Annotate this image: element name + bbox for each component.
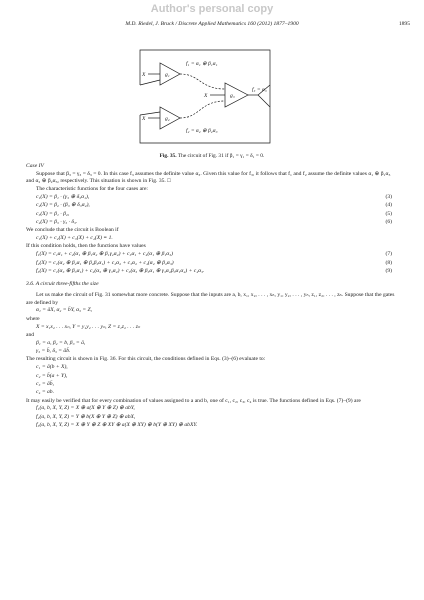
journal-reference: M.D. Riedel, J. Bruck / Discrete Applied Mathematics 160 (2012) 1877–1900 [125,21,299,27]
equation-number: (7) [385,251,392,258]
section-paragraph: Let us make the circuit of Fig. 31 somewhat more concrete. Suppose that the inputs are a, b, x₁, x₂, . . . , xₙ, y₁, y₂, . . . , yₙ, z₁, z₂, . . . , zₙ. Suppose that the gates are defined by [26,292,395,306]
equation: c₁ = ā(b + X), [36,364,68,371]
equation-row [26,260,396,268]
x1-label: X [142,72,146,78]
caption-text: The circuit of Fig. 31 if β₁ = γ₁ = δ₁ = 0. [177,153,265,159]
f1-label: f₁ = α₁ ⊕ β₁α₁ [186,61,218,67]
equation-row [26,422,396,430]
equation-number: (8) [385,259,392,266]
gate-1-label: g₁ [165,72,170,78]
equation: f₂(X) = c₁(α₂ ⊕ β₂α₁ ⊕ β₂β₃α₁) + c₂α₂ + c₃α₂ + c₄(α₂ ⊕ β₂α₃) [36,259,174,266]
equation: c₂(X) = β₂ · (β₃ ⊕ δ₃α₂), [36,202,90,209]
equation-number: (6) [385,218,392,225]
verify-paragraph: It may easily be verified that for every combination of values assigned to a and b, one of c₁, c₂, c₃, c₄ is true. The functions defined in Eqs. (7)–(9) are [26,397,361,404]
x2-label: X [142,116,146,122]
equation-row [26,381,396,389]
resulting-paragraph: The resulting circuit is shown in Fig. 36. For this circuit, the conditions defined in Eqs. (3)–(6) evaluate to: [26,356,266,363]
equation: β₁ = a, β₂ = b, β₃ = ā, [36,339,86,346]
equation: c₄(X) = β₃ · γ₃ · δ₃. [36,218,78,225]
gate-1 [160,63,180,85]
and-label: and [26,331,35,338]
equation-number: (9) [385,267,392,274]
equation: f₁(a, b, X, Y, Z) = X ⊕ a(X ⊕ Y ⊕ Z) ⊕ abY, [36,405,135,412]
f3-label: f₃ = α₃ [252,87,267,93]
equation-number: (3) [385,193,392,200]
where-label: where [26,315,40,322]
equation-row [26,405,396,413]
equation: c₁(X) = β₁ · (γ₃ ⊕ δ₃α₁), [36,193,90,200]
feedback-wire [140,50,270,85]
equation: c₄ = ab. [36,389,54,396]
equation-row [26,389,396,397]
equation: f₃(a, b, X, Y, Z) = X ⊕ Y ⊕ Z ⊕ XY ⊕ a(X ⊕ XY) ⊕ b(Y ⊕ XY) ⊕ abXY. [36,422,198,429]
equation: c₃(X) = β₁ · β₂, [36,210,70,217]
gate-2-label: g₂ [165,116,170,122]
equation-row [26,414,396,422]
equation-row [26,202,396,210]
equation-row [26,268,396,276]
equation-row [26,307,396,315]
x3-label: X [204,93,208,99]
equation: c₃ = āb̄, [36,380,54,387]
equation-number: (5) [385,210,392,217]
equation-row [26,251,396,259]
equation: f₁(X) = c₁α₁ + c₂(α₁ ⊕ β₁α₂ ⊕ β₁γ₂α₂) + c₃α₁ + c₄(α₁ ⊕ β₁α₃) [36,251,174,258]
values-intro: If this condition holds, then the functions have values [26,243,146,250]
case-iv-paragraph: Suppose that β₃ = γ₃ = δ₃ = 0. In this case f₃ assumes the definite value α₃. Given this value for f₃, it follows that f₁ and f₂ assume the definite values α₁ ⊕ β₁α₃ and α₂ ⊕ β₂α₃, respectively. This situation is shown in Fig. 35. □ [26,170,391,185]
watermark: Author's personal copy [150,3,274,15]
equation-row [26,211,396,219]
equation: γ₃ = b̄, δ₃ = āb̄. [36,348,71,355]
equation: c₂ = b̄(a + Y), [36,372,68,379]
equation-number: (4) [385,202,392,209]
equation: α₁ = āX, α₂ = b̄Y, α₃ = Z, [36,307,93,314]
equation-row [26,324,396,332]
caption-label: Fig. 35. [159,153,177,159]
case-iv-title: Case IV [26,163,44,169]
gate-2 [160,107,180,129]
figure-caption [0,153,424,159]
f2-label: f₂ = α₂ ⊕ β₂α₃ [186,128,218,134]
equation: f₃(X) = c₁(α₃ ⊕ β₃α₁) + c₂(α₃ ⊕ γ₃α₂) + c₃(α₃ ⊕ β₃α₁ ⊕ γ₃α₂β₃α₁α₂) + c₄α₃. [36,267,205,274]
section-heading: 3.6. A circuit three-fifths the size [26,281,99,288]
equation-row [26,340,396,348]
equation: c₁(X) + c₂(X) + c₃(X) + c₄(X) ≡ 1. [36,235,113,242]
equation-row [26,364,396,372]
page-number: 1895 [398,21,410,27]
characteristic-intro: The characteristic functions for the four cases are: [36,186,148,193]
equation-row [26,373,396,381]
equation-row [26,219,396,227]
gate-3 [225,83,248,107]
equation-row [26,348,396,356]
boolean-intro: We conclude that the circuit is Boolean if [26,227,119,234]
gate-3-label: g₃ [230,93,235,99]
body-text [26,163,396,431]
equation-row [26,235,396,243]
equation: X = x₁x₂ . . . xₙ, Y = y₁y₂ . . . yₙ, Z = z₁z₂ . . . zₙ [36,323,141,330]
equation-row [26,194,396,202]
circuit-diagram [130,45,290,145]
equation: f₂(a, b, X, Y, Z) = Y ⊕ b(X ⊕ Y ⊕ Z) ⊕ abX, [36,413,136,420]
